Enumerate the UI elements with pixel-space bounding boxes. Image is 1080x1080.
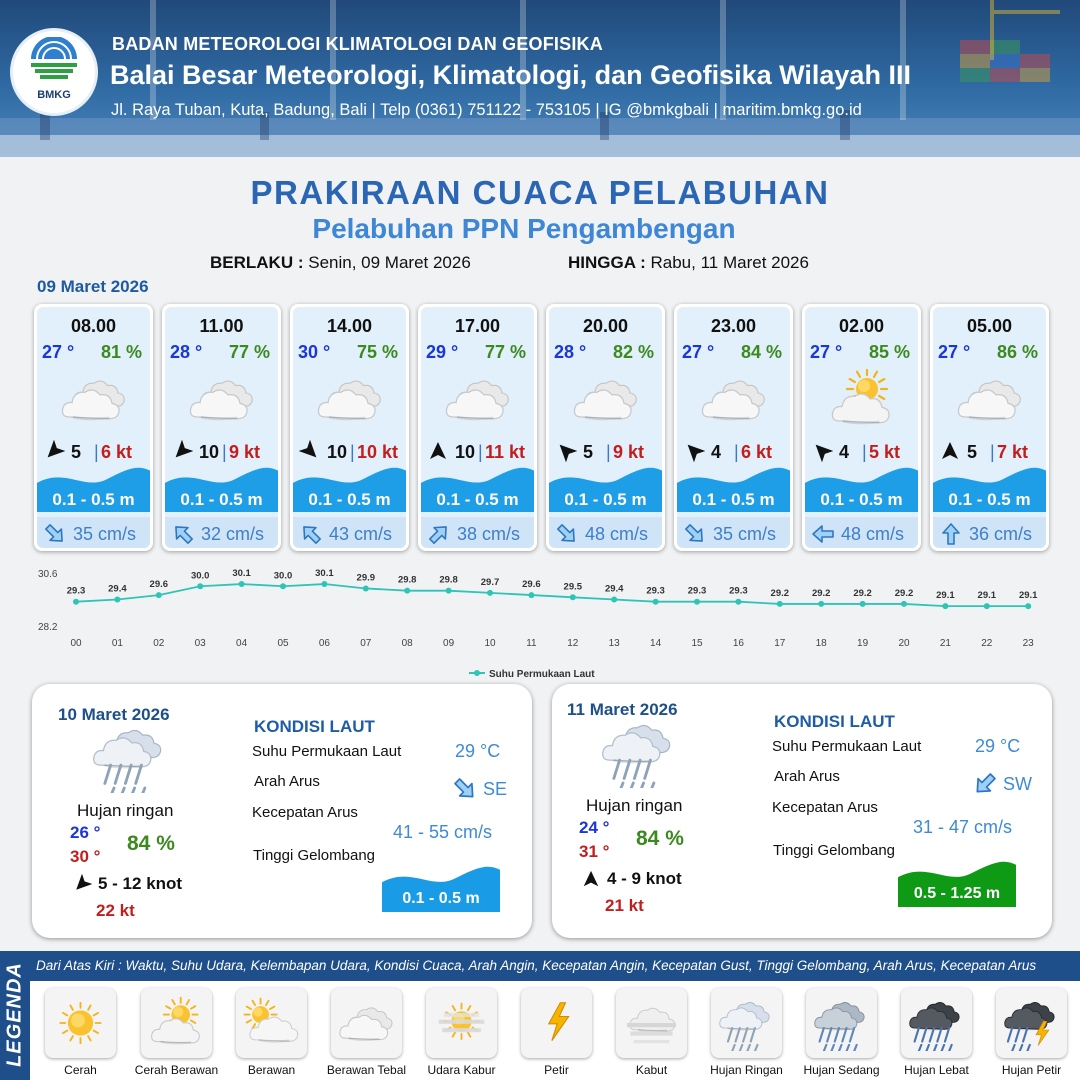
berawan-tebal-icon <box>571 369 641 421</box>
wind-direction-icon <box>683 440 705 462</box>
logo-text: BMKG <box>37 89 71 101</box>
x-tick-label: 15 <box>691 638 703 649</box>
legend-marker <box>474 670 480 676</box>
wind-direction-icon <box>581 869 601 889</box>
air-temperature: 30 ° <box>298 342 331 362</box>
current-direction-icon <box>427 522 451 546</box>
data-point <box>73 599 79 605</box>
legend-item <box>901 988 972 1058</box>
gust-speed: 6 kt <box>741 442 773 462</box>
min-temperature: 24 ° <box>579 818 610 837</box>
daily-humidity: 84 % <box>127 832 175 855</box>
wave-height: 0.1 - 0.5 m <box>820 490 903 509</box>
x-tick-label: 09 <box>443 638 455 649</box>
kondisi-laut-title: KONDISI LAUT <box>254 717 375 736</box>
wind-row <box>933 440 1046 464</box>
data-label: 29.7 <box>480 576 500 588</box>
legend <box>0 951 1080 1080</box>
wind-speed: 10 <box>199 442 220 462</box>
legend-item-label: Berawan Tebal <box>326 1063 407 1077</box>
wind-speed: 4 <box>711 442 722 462</box>
data-point <box>363 585 369 591</box>
valid-from-value: Senin, 09 Maret 2026 <box>308 253 471 272</box>
daily-condition: Hujan ringan <box>77 801 174 820</box>
current-row <box>37 517 150 548</box>
sst-value: 29 °C <box>455 741 501 761</box>
current-dir-value: SW <box>1003 774 1032 794</box>
daily-wave-height: 0.1 - 0.5 m <box>402 890 480 907</box>
air-temperature: 28 ° <box>554 342 587 362</box>
x-tick-label: 21 <box>939 638 951 649</box>
x-tick-label: 17 <box>774 638 786 649</box>
data-point <box>611 597 617 603</box>
forecast-card-body <box>677 307 790 548</box>
legend-side-bar <box>0 951 30 1080</box>
x-tick-label: 22 <box>981 638 993 649</box>
air-temperature: 27 ° <box>810 342 843 362</box>
forecast-card-body <box>421 307 534 548</box>
data-label: 29.4 <box>604 583 624 595</box>
legend-entry: Suhu Permukaan Laut <box>489 669 595 680</box>
forecast-card-body <box>165 307 278 548</box>
forecast-time: 02.00 <box>838 316 885 336</box>
data-label: 29.8 <box>397 574 417 586</box>
current-speed: 38 cm/s <box>457 524 521 544</box>
gust-speed: 9 kt <box>229 442 261 462</box>
wind-speed: 10 <box>327 442 348 462</box>
x-tick-label: 13 <box>608 638 620 649</box>
current-direction-icon <box>43 522 67 546</box>
legend-item <box>426 988 497 1058</box>
legend-item <box>711 988 782 1058</box>
data-point <box>487 590 493 596</box>
humidity: 82 % <box>612 342 654 362</box>
valid-to <box>568 253 809 273</box>
data-point <box>653 599 659 605</box>
daily-wind-speed: 5 - 12 knot <box>98 874 183 893</box>
data-label: 29.6 <box>149 579 169 591</box>
air-temperature: 27 ° <box>42 342 75 362</box>
data-point <box>404 588 410 594</box>
legend-item <box>331 988 402 1058</box>
current-row <box>293 517 406 548</box>
kondisi-laut-title: KONDISI LAUT <box>774 712 895 731</box>
forecast-card-body <box>293 307 406 548</box>
berawan-tebal-icon <box>59 369 129 421</box>
current-direction-icon <box>451 776 479 802</box>
valid-to-value: Rabu, 11 Maret 2026 <box>650 253 809 272</box>
berawan-tebal-icon <box>187 369 257 421</box>
gust-speed: 11 kt <box>485 442 526 462</box>
x-tick-label: 14 <box>650 638 662 649</box>
current-dir-label: Arah Arus <box>254 773 320 790</box>
x-tick-label: 20 <box>898 638 910 649</box>
forecast-card <box>930 304 1049 551</box>
x-tick-label: 07 <box>360 638 372 649</box>
data-label: 29.2 <box>894 587 914 599</box>
wind-row <box>549 440 662 464</box>
data-point <box>528 592 534 598</box>
wind-direction-icon <box>43 440 65 462</box>
data-label: 29.3 <box>646 585 665 597</box>
air-temperature: 28 ° <box>170 342 203 362</box>
bmkg-emblem-icon <box>27 37 81 87</box>
office-name: Balai Besar Meteorologi, Klimatologi, dan Geofisika Wilayah III <box>110 60 911 90</box>
x-tick-label: 11 <box>526 638 537 649</box>
wind-direction-icon <box>171 440 193 462</box>
current-row <box>165 517 278 548</box>
current-row <box>549 517 662 548</box>
wind-speed: 5 <box>967 442 978 462</box>
data-label: 29.4 <box>108 583 127 595</box>
wave-height: 0.1 - 0.5 m <box>692 490 775 509</box>
data-label: 29.2 <box>811 587 831 599</box>
wind-speed: 5 <box>71 442 82 462</box>
wind-speed: 5 <box>583 442 594 462</box>
hujan-ringan-icon <box>90 724 170 800</box>
current-dir-label: Arah Arus <box>774 768 840 785</box>
sst-value: 29 °C <box>975 736 1021 756</box>
wind-direction-icon <box>939 440 961 462</box>
current-direction-icon <box>555 522 579 546</box>
wave-height: 0.1 - 0.5 m <box>180 490 263 509</box>
separator: | <box>222 442 227 462</box>
header-banner <box>0 0 1080 157</box>
x-tick-label: 05 <box>277 638 289 649</box>
separator: | <box>862 442 867 462</box>
daily-humidity: 84 % <box>636 827 684 850</box>
wind-row <box>677 440 790 464</box>
legend-item <box>521 988 592 1058</box>
forecast-card <box>546 304 665 551</box>
x-tick-label: 02 <box>153 638 165 649</box>
data-label: 29.6 <box>522 579 541 591</box>
gust-speed: 10 kt <box>357 442 399 462</box>
data-point <box>280 583 286 589</box>
wind-direction-icon <box>299 440 321 462</box>
current-speed-value: 31 - 47 cm/s <box>913 817 1013 837</box>
forecast-time: 20.00 <box>582 316 629 336</box>
daily-condition: Hujan ringan <box>586 796 683 815</box>
legend-item-label: Petir <box>544 1063 569 1077</box>
separator: | <box>478 442 483 462</box>
daily-panel <box>32 684 532 938</box>
wave-height: 0.1 - 0.5 m <box>436 490 519 509</box>
wind-row <box>293 440 406 464</box>
forecast-card-body <box>37 307 150 548</box>
humidity: 75 % <box>356 342 398 362</box>
data-point <box>321 581 327 587</box>
contact-info: Jl. Raya Tuban, Kuta, Badung, Bali | Telp (0361) 751122 - 753105 | IG @bmkgbali | maritim.bmkg.go.id <box>111 101 862 119</box>
data-label: 30.0 <box>273 570 293 582</box>
humidity: 81 % <box>100 342 142 362</box>
current-row <box>805 517 918 548</box>
data-label: 29.8 <box>439 574 458 586</box>
gust-speed: 7 kt <box>997 442 1029 462</box>
current-speed: 35 cm/s <box>713 524 777 544</box>
legend-description: Dari Atas Kiri : Waktu, Suhu Udara, Kelembapan Udara, Kondisi Cuaca, Arah Angin, Kecepatan Angin, Kecepatan Gust, Tinggi Gelombang, Arah Arus, Kecepatan Arus <box>36 958 1037 973</box>
current-speed: 48 cm/s <box>841 524 905 544</box>
current-speed: 32 cm/s <box>201 524 265 544</box>
forecast-card <box>418 304 537 551</box>
humidity: 86 % <box>996 342 1038 362</box>
sst-label: Suhu Permukaan Laut <box>252 743 402 760</box>
gust-speed: 9 kt <box>613 442 645 462</box>
current-dir-value: SE <box>483 779 508 799</box>
current-direction-icon <box>299 522 323 546</box>
data-label: 29.2 <box>853 587 872 599</box>
data-label: 29.1 <box>1018 590 1038 602</box>
forecast-card-body <box>805 307 918 548</box>
x-tick-label: 19 <box>857 638 869 649</box>
legend-item-label: Hujan Sedang <box>803 1063 880 1077</box>
data-point <box>942 603 948 609</box>
current-direction-icon <box>971 771 999 797</box>
berawan-tebal-icon <box>699 369 769 421</box>
current-speed: 43 cm/s <box>329 524 393 544</box>
separator: | <box>990 442 995 462</box>
wind-direction-icon <box>72 874 92 894</box>
data-point <box>818 601 824 607</box>
bmkg-logo <box>10 28 98 116</box>
data-point <box>197 583 203 589</box>
daily-panel <box>552 684 1052 938</box>
sea-surface-temp-chart <box>0 560 1080 685</box>
legend-item-label: Berawan <box>247 1063 296 1077</box>
valid-to-label: HINGGA : <box>568 253 646 272</box>
current-speed-value: 41 - 55 cm/s <box>393 822 493 842</box>
valid-from-label: BERLAKU : <box>210 253 304 272</box>
humidity: 84 % <box>740 342 782 362</box>
data-point <box>777 601 783 607</box>
data-label: 30.0 <box>190 570 210 582</box>
data-point <box>694 599 700 605</box>
humidity: 77 % <box>228 342 270 362</box>
current-row <box>421 517 534 548</box>
current-row <box>677 517 790 548</box>
wind-speed: 4 <box>839 442 850 462</box>
air-temperature: 27 ° <box>938 342 971 362</box>
current-row <box>933 517 1046 548</box>
forecast-time: 14.00 <box>326 316 373 336</box>
separator: | <box>350 442 355 462</box>
legend-item-label: Cerah <box>64 1063 97 1077</box>
data-label: 29.3 <box>687 585 707 597</box>
today-date: 09 Maret 2026 <box>37 277 149 296</box>
legend-item <box>45 988 116 1058</box>
wave-height: 0.1 - 0.5 m <box>52 490 135 509</box>
forecast-time: 08.00 <box>70 316 117 336</box>
wind-direction-icon <box>427 440 449 462</box>
data-label: 29.1 <box>936 590 955 602</box>
data-point <box>239 581 245 587</box>
wave-height: 0.1 - 0.5 m <box>564 490 647 509</box>
min-temperature: 26 ° <box>70 823 101 842</box>
legend-item <box>616 988 687 1058</box>
hujan-ringan-icon <box>599 719 679 795</box>
x-tick-label: 06 <box>318 638 330 649</box>
wind-row <box>421 440 534 464</box>
current-speed-label: Kecepatan Arus <box>772 799 878 816</box>
berawan-tebal-icon <box>315 369 385 421</box>
berawan-tebal-icon <box>443 369 513 421</box>
legend-item <box>236 988 307 1058</box>
data-label: 30.1 <box>232 568 251 580</box>
data-point <box>1025 603 1031 609</box>
x-tick-label: 00 <box>70 638 82 649</box>
current-speed: 36 cm/s <box>969 524 1033 544</box>
daily-gust: 22 kt <box>96 901 135 920</box>
x-tick-label: 08 <box>401 638 413 649</box>
daily-date: 11 Maret 2026 <box>567 700 678 719</box>
legend-item-label: Hujan Lebat <box>904 1063 969 1077</box>
forecast-time: 17.00 <box>454 316 501 336</box>
current-speed: 48 cm/s <box>585 524 649 544</box>
forecast-card <box>802 304 921 551</box>
current-direction-icon <box>811 522 835 546</box>
x-tick-label: 10 <box>484 638 496 649</box>
data-label: 29.9 <box>356 572 376 584</box>
forecast-time: 23.00 <box>710 316 757 336</box>
legend-item-label: Hujan Petir <box>1001 1063 1062 1077</box>
wind-speed: 10 <box>455 442 476 462</box>
x-tick-label: 04 <box>236 638 248 649</box>
sst-label: Suhu Permukaan Laut <box>772 738 922 755</box>
y-tick-label: 28.2 <box>38 622 58 633</box>
data-point <box>156 592 162 598</box>
forecast-card <box>34 304 153 551</box>
legend-item <box>806 988 877 1058</box>
data-label: 29.3 <box>66 585 86 597</box>
max-temperature: 31 ° <box>579 842 610 861</box>
legend-description-bar <box>30 951 1080 981</box>
port-name: Pelabuhan PPN Pengambengan <box>312 213 736 244</box>
legend-title: LEGENDA <box>3 962 26 1067</box>
data-label: 29.5 <box>563 581 583 593</box>
separator: | <box>94 442 99 462</box>
forecast-card <box>162 304 281 551</box>
data-point <box>984 603 990 609</box>
x-tick-label: 18 <box>815 638 827 649</box>
legend-item-label: Udara Kabur <box>427 1063 496 1077</box>
data-point <box>860 601 866 607</box>
data-label: 30.1 <box>315 568 334 580</box>
series-line <box>76 584 1028 606</box>
wave-height: 0.1 - 0.5 m <box>308 490 391 509</box>
current-direction-icon <box>939 522 963 546</box>
y-tick-label: 30.6 <box>38 569 58 580</box>
gust-speed: 5 kt <box>869 442 901 462</box>
air-temperature: 29 ° <box>426 342 459 362</box>
x-tick-label: 12 <box>567 638 579 649</box>
wave-height: 0.1 - 0.5 m <box>948 490 1031 509</box>
x-tick-label: 03 <box>194 638 206 649</box>
separator: | <box>606 442 611 462</box>
berawan-tebal-icon <box>955 369 1025 421</box>
wave-label: Tinggi Gelombang <box>253 847 376 864</box>
daily-date: 10 Maret 2026 <box>58 705 170 724</box>
data-point <box>735 599 741 605</box>
data-point <box>446 588 452 594</box>
agency-name: BADAN METEOROLOGI KLIMATOLOGI DAN GEOFISIKA <box>112 34 603 54</box>
wind-direction-icon <box>811 440 833 462</box>
x-tick-label: 16 <box>732 638 744 649</box>
daily-wind-speed: 4 - 9 knot <box>607 869 682 888</box>
current-speed: 35 cm/s <box>73 524 137 544</box>
legend-item-label: Kabut <box>635 1063 668 1077</box>
data-point <box>114 597 120 603</box>
valid-from <box>210 253 471 273</box>
forecast-card <box>290 304 409 551</box>
legend-item-label: Cerah Berawan <box>134 1063 219 1077</box>
air-temperature: 27 ° <box>682 342 715 362</box>
current-direction-icon <box>683 522 707 546</box>
legend-item <box>996 988 1067 1058</box>
page-title: PRAKIRAAN CUACA PELABUHAN <box>250 174 830 211</box>
data-label: 29.3 <box>729 585 748 597</box>
cerah-berawan-icon <box>827 369 897 421</box>
data-label: 29.2 <box>770 587 790 599</box>
forecast-time: 11.00 <box>199 316 244 336</box>
wind-row <box>37 440 150 464</box>
wind-row <box>805 440 918 464</box>
humidity: 77 % <box>484 342 526 362</box>
x-tick-label: 23 <box>1022 638 1034 649</box>
separator: | <box>734 442 739 462</box>
forecast-time: 05.00 <box>966 316 1013 336</box>
humidity: 85 % <box>868 342 910 362</box>
legend-item-label: Hujan Ringan <box>710 1063 783 1077</box>
forecast-card-body <box>549 307 662 548</box>
wind-row <box>165 440 278 464</box>
wave-label: Tinggi Gelombang <box>773 842 896 859</box>
forecast-card-body <box>933 307 1046 548</box>
gust-speed: 6 kt <box>101 442 133 462</box>
wind-direction-icon <box>555 440 577 462</box>
current-speed-label: Kecepatan Arus <box>252 804 358 821</box>
daily-wave-height: 0.5 - 1.25 m <box>913 885 1001 902</box>
data-point <box>901 601 907 607</box>
data-point <box>570 594 576 600</box>
forecast-card <box>674 304 793 551</box>
legend-item <box>141 988 212 1058</box>
x-tick-label: 01 <box>111 638 123 649</box>
data-label: 29.1 <box>977 590 997 602</box>
current-direction-icon <box>171 522 195 546</box>
max-temperature: 30 ° <box>70 847 101 866</box>
daily-gust: 21 kt <box>605 896 644 915</box>
